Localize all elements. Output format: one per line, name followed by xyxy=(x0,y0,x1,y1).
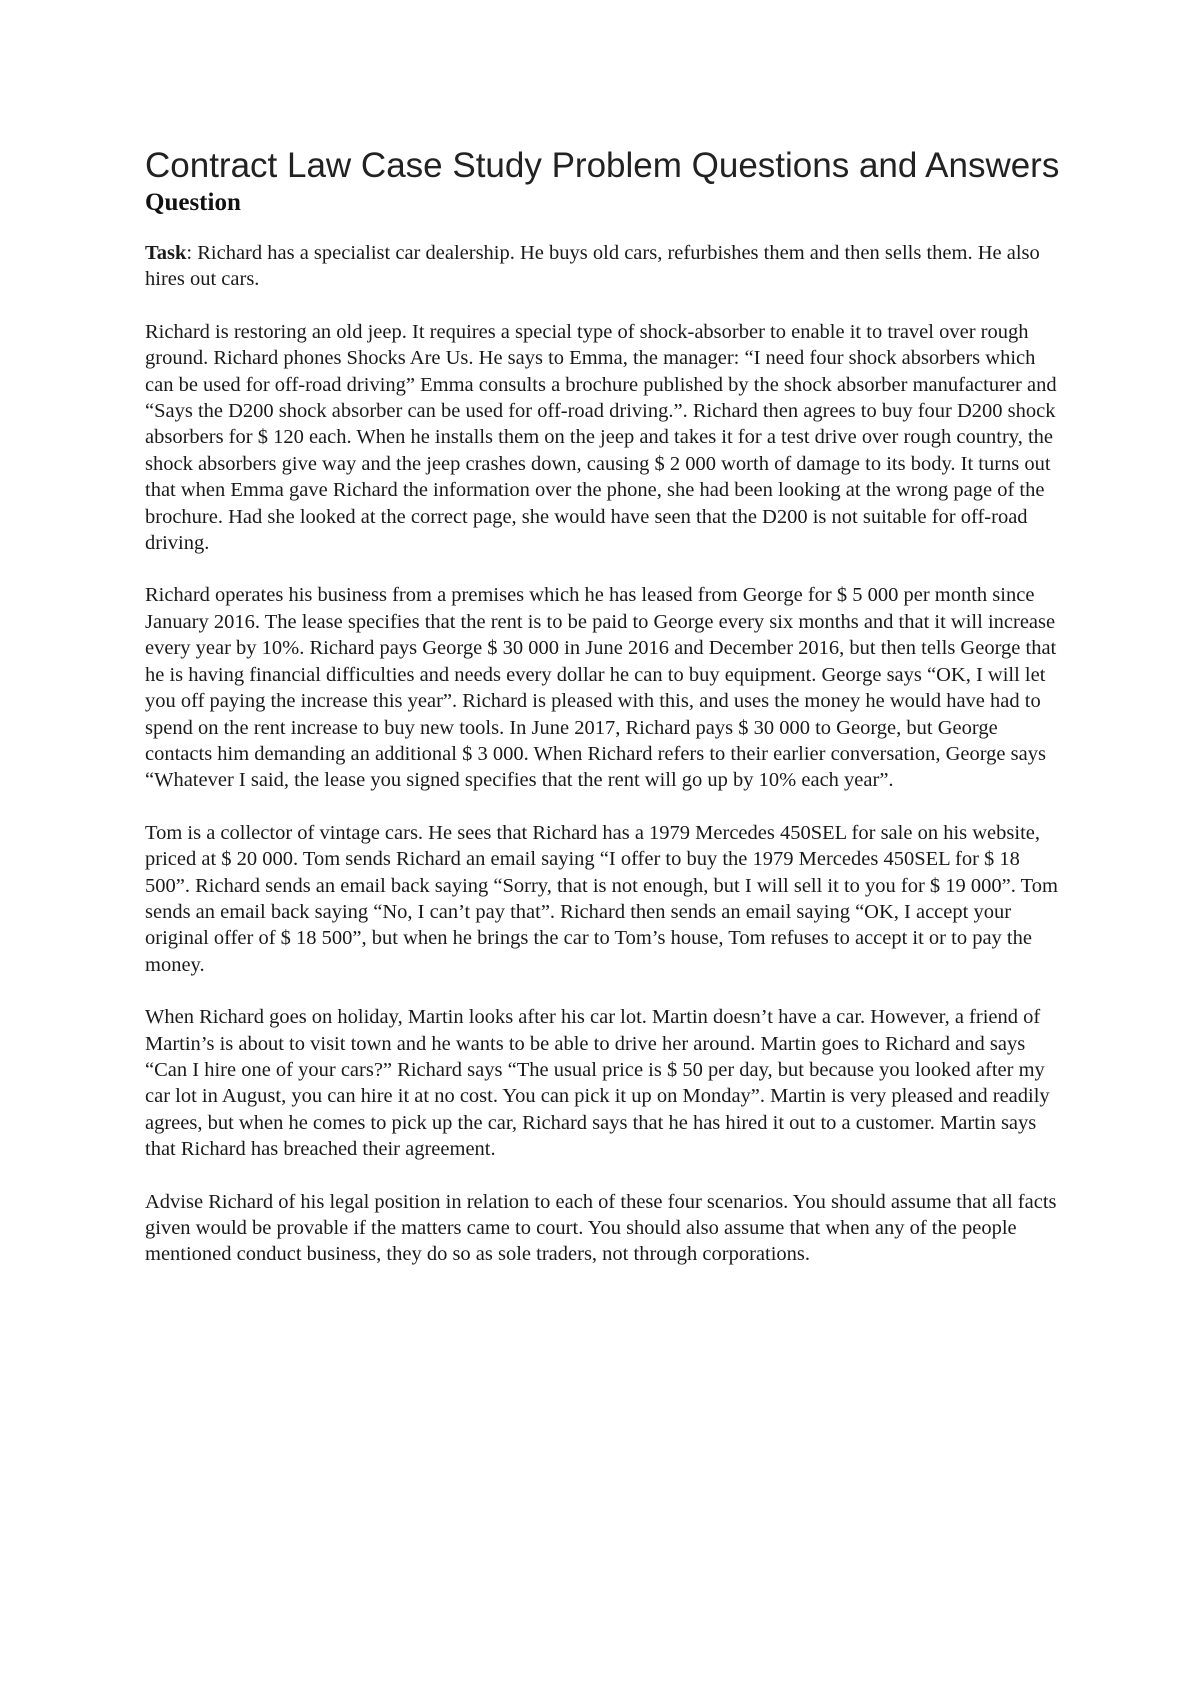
task-paragraph xyxy=(145,240,1065,293)
document-title: Contract Law Case Study Problem Questions and Answers xyxy=(145,146,1060,185)
section-heading-question: Question xyxy=(145,189,241,216)
scenario-paragraph-lease: Richard operates his business from a premises which he has leased from George for $ 5 000 per month since January 2016. The lease specifies that the rent is to be paid to George every six months and that it will increase every year by 10%. Richard pays George $ 30 000 in June 2016 and December 2016, but then tells George that he is having financial difficulties and needs every dollar he can to buy equipment. George says “OK, I will let you off paying the increase this year”. Richard is pleased with this, and uses the money he would have had to spend on the rent increase to buy new tools. In June 2017, Richard pays $ 30 000 to George, but George contacts him demanding an additional $ 3 000. When Richard refers to their earlier conversation, George says “Whatever I said, the lease you signed specifies that the rent will go up by 10% each year”. xyxy=(145,584,1057,792)
scenario-paragraph-car-hire: When Richard goes on holiday, Martin looks after his car lot. Martin doesn’t have a car. However, a friend of Martin’s is about to visit town and he wants to be able to drive her around. Martin goes to Richard and says “Can I hire one of your cars?” Richard says “The usual price is $ 50 per day, but because you looked after my car lot in August, you can hire it at no cost. You can pick it up on Monday”. Martin is very pleased and readily agrees, but when he comes to pick up the car, Richard says that he has hired it out to a customer. Martin says that Richard has breached their agreement. xyxy=(145,1006,1050,1161)
document-content xyxy=(145,144,1065,1268)
instructions-paragraph: Advise Richard of his legal position in relation to each of these four scenarios. You should assume that all facts given would be provable if the matters came to court. You should also assume that when any of the people mentioned conduct business, they do so as sole traders, not through corporations. xyxy=(145,1190,1057,1266)
scenario-paragraph-shock-absorbers: Richard is restoring an old jeep. It requires a special type of shock-absorber to enable it to travel over rough ground. Richard phones Shocks Are Us. He says to Emma, the manager: “I need four shock absorbers which can be used for off-road driving” Emma consults a brochure published by the shock absorber manufacturer and “Says the D200 shock absorber can be used for off-road driving.”. Richard then agrees to buy four D200 shock absorbers for $ 120 each. When he installs them on the jeep and takes it for a test drive over rough country, the shock absorbers give way and the jeep crashes down, causing $ 2 000 worth of damage to its body. It turns out that when Emma gave Richard the information over the phone, she had been looking at the wrong page of the brochure. Had she looked at the correct page, she would have seen that the D200 is not suitable for off-road driving. xyxy=(145,320,1057,555)
task-label: Task xyxy=(145,242,187,264)
scenario-paragraph-mercedes: Tom is a collector of vintage cars. He sees that Richard has a 1979 Mercedes 450SEL for sale on his website, priced at $ 20 000. Tom sends Richard an email saying “I offer to buy the 1979 Mercedes 450SEL for $ 18 500”. Richard sends an email back saying “Sorry, that is not enough, but I will sell it to you for $ 19 000”. Tom sends an email back saying “No, I can’t pay that”. Richard then sends an email saying “OK, I accept your original offer of $ 18 500”, but when he brings the car to Tom’s house, Tom refuses to accept it or to pay the money. xyxy=(145,821,1058,976)
task-text: : Richard has a specialist car dealership. He buys old cars, refurbishes them and then sells them. He also hires out cars. xyxy=(145,242,1040,291)
